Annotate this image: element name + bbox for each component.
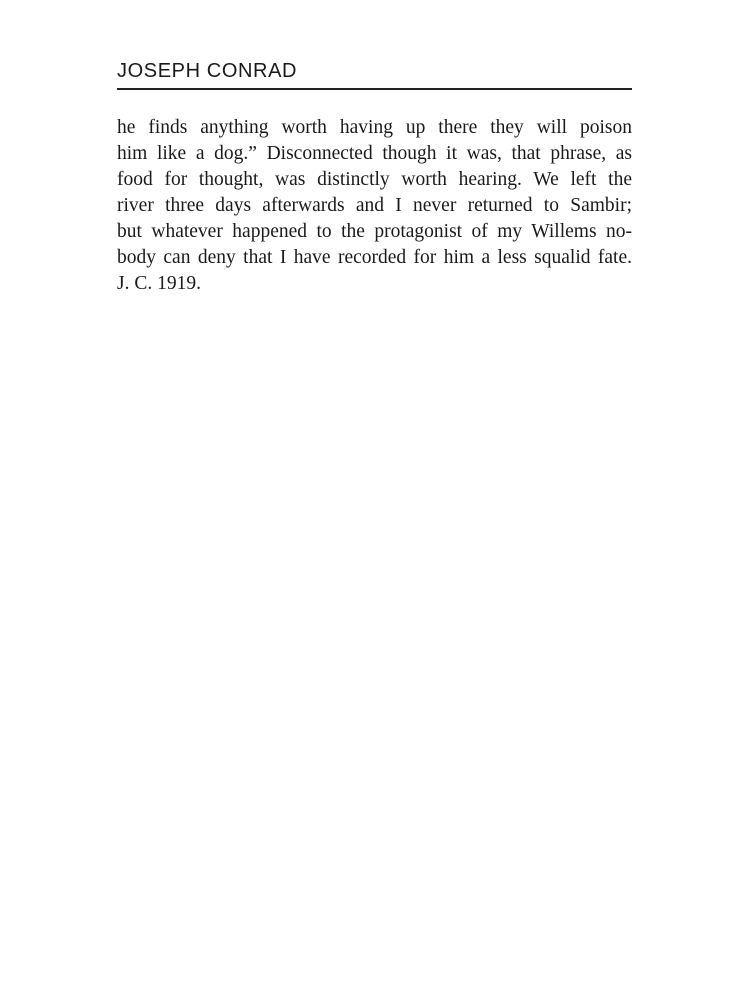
- text-line: him like a dog.” Disconnected though it was, that phrase, as: [117, 143, 632, 164]
- running-head-title: JOSEPH CONRAD: [117, 60, 298, 82]
- text-line: he finds anything worth having up there they will poison: [117, 117, 632, 138]
- running-head: [117, 58, 632, 90]
- text-line: river three days afterwards and I never returned to Sambir;: [117, 195, 632, 216]
- text-line: food for thought, was distinctly worth hearing. We left the: [117, 169, 632, 190]
- body-text: [117, 115, 632, 297]
- text-line: but whatever happened to the protagonist of my Willems no-: [117, 221, 632, 242]
- text-line: body can deny that I have recorded for him a less squalid fate.: [117, 247, 632, 268]
- signature-line: J. C. 1919.: [117, 273, 201, 294]
